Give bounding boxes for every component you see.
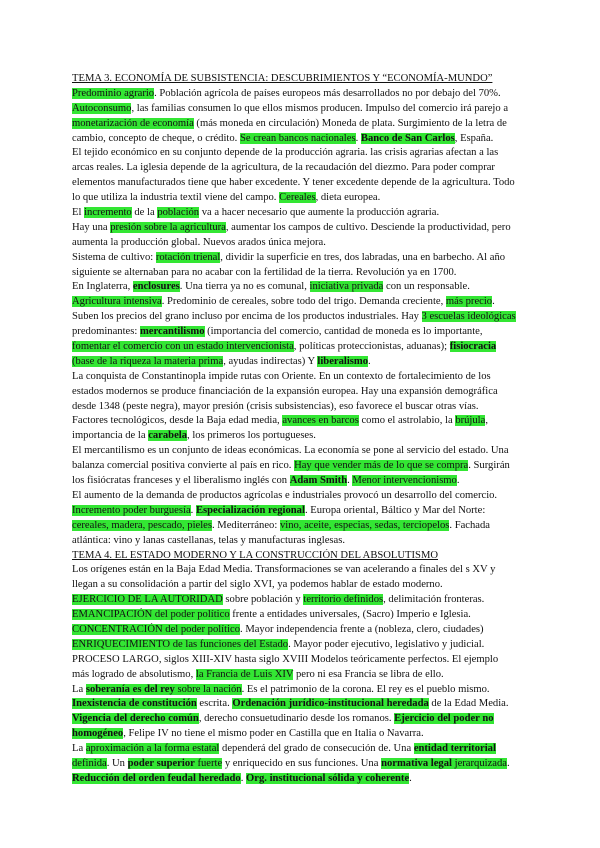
section-tema-4 <box>72 549 532 787</box>
body-text: de la <box>131 207 158 219</box>
text-line <box>72 385 532 400</box>
body-text: con un responsable. <box>383 281 470 293</box>
body-text: de la Edad Media. <box>428 698 509 710</box>
highlighted-text: Adam Smith <box>289 475 348 487</box>
highlighted-text: fuerte <box>194 757 223 769</box>
text-line <box>72 176 532 191</box>
body-text: más logrado de absolutismo, <box>72 668 196 680</box>
body-text: Los orígenes están en la Baja Edad Media. Transformaciones se van acelerando a finales del s XV y <box>72 564 496 576</box>
highlighted-text: Hay que vender más de lo que se compra <box>294 460 469 472</box>
text-line <box>72 236 532 251</box>
body-text: . <box>456 475 460 487</box>
body-text: . Mediterráneo: <box>212 519 280 531</box>
body-text: pero ni esa Francia se libra de ello. <box>293 668 444 680</box>
text-line <box>72 400 532 415</box>
highlighted-text: incremento <box>84 207 132 219</box>
body-text: y enriquecido en sus funciones. Una <box>222 757 382 769</box>
body-text: . <box>368 355 371 367</box>
body-text: , las familias consumen lo que ellos mismos producen. Impulso del comercio irá parejo a <box>131 102 509 114</box>
highlighted-text: fisiocracia <box>449 341 497 353</box>
text-line <box>72 563 532 578</box>
highlighted-text: Se crean bancos nacionales <box>239 132 356 144</box>
body-text: estados modernos se produce financiación de la expansión europea. Hay una expansión demográfica <box>72 385 498 397</box>
text-line <box>72 370 532 385</box>
body-text: . Población agrícola de países europeos más desarrollados no por debajo del 70%. <box>154 87 501 99</box>
text-line <box>72 444 532 459</box>
text-line <box>72 206 532 221</box>
body-text: . Una tierra ya no es comunal, <box>179 281 310 293</box>
body-text: dependerá del grado de consecución de. Una <box>219 743 414 755</box>
text-line <box>72 132 532 147</box>
text-line <box>72 340 532 355</box>
body-text: (más moneda en circulación) Moneda de plata. Surgimiento de la letra de <box>193 117 507 129</box>
body-text: La <box>72 683 86 695</box>
text-line <box>72 117 532 132</box>
body-text: desde 1348 (peste negra), mayor presión (crisis subsistencias), eso favorece el buscar otras vías. <box>72 400 479 412</box>
text-line <box>72 161 532 176</box>
highlighted-text: normativa legal <box>381 757 452 769</box>
body-text: El tejido económico en su conjunto depende de la producción agraria. las crisis agrarias afectan a las <box>72 147 499 159</box>
body-text: siguiente se alternaban para no acabar con la fertilidad de la tierra. Revolución ya en 1700. <box>72 266 457 278</box>
heading-text: TEMA 4. EL ESTADO MODERNO Y LA CONSTRUCCIÓN DEL ABSOLUTISMO <box>72 549 439 561</box>
highlighted-text: poder superior <box>127 757 195 769</box>
text-line <box>72 712 532 727</box>
highlighted-text: monetarización de economía <box>72 117 194 129</box>
text-line <box>72 504 532 519</box>
highlighted-text: entidad territorial <box>413 743 496 755</box>
body-text: PROCESO LARGO, siglos XIII-XIV hasta siglo XVIII Modelos teóricamente perfectos. El ejemplo <box>72 653 499 665</box>
highlighted-text: vino, aceite, especias, sedas, terciopelos <box>279 519 450 531</box>
highlighted-text: definida <box>72 757 107 769</box>
highlighted-text: Agricultura intensiva <box>72 296 162 308</box>
body-text: escrita. <box>196 698 233 710</box>
text-line <box>72 310 532 325</box>
body-text: , derecho consuetudinario desde los romanos. <box>198 713 395 725</box>
text-line <box>72 638 532 653</box>
body-text: . Predominio de cereales, sobre todo del trigo. Demanda creciente, <box>161 296 446 308</box>
text-line <box>72 653 532 668</box>
body-text: llegan a su consolidación a partir del siglo XVI, ya podemos hablar de estado moderno. <box>72 579 443 591</box>
highlighted-text: liberalismo <box>317 355 369 367</box>
highlighted-text: la Francia de Luis XIV <box>195 668 294 680</box>
body-text: , ayudas indirectas) Y <box>223 355 318 367</box>
highlighted-text: rotación trienal <box>155 251 221 263</box>
text-line <box>72 266 532 281</box>
highlighted-text: soberanía es del rey <box>85 683 175 695</box>
body-text: El mercantilismo es un conjunto de ideas económicas. La economía se pone al servicio del estado. Una <box>72 445 509 457</box>
highlighted-text: presión sobre la agricultura <box>110 221 226 233</box>
text-line <box>72 683 532 698</box>
section-heading <box>72 72 532 87</box>
body-text: los fisiócratas franceses y el liberalismo inglés con <box>72 475 290 487</box>
highlighted-text: Predominio agrario <box>72 87 155 99</box>
body-text: , Felipe IV no tiene el mismo poder en Castilla que en Italia o Navarra. <box>123 728 424 740</box>
body-text: . <box>409 772 412 784</box>
highlighted-text: avances en barcos <box>282 415 359 427</box>
highlighted-text: (base de la riqueza la materia prima <box>72 355 224 367</box>
highlighted-text: Cereales <box>279 192 316 204</box>
highlighted-text: ENRIQUECIMIENTO de las funciones del Estado <box>72 638 289 650</box>
highlighted-text: brújula <box>455 415 486 427</box>
body-text: . <box>355 132 361 144</box>
highlighted-text: iniciativa privada <box>309 281 384 293</box>
section-heading <box>72 549 532 564</box>
highlighted-text: Reducción del orden feudal heredado <box>72 772 241 784</box>
body-text: importancia de la <box>72 430 149 442</box>
section-tema-3 <box>72 72 532 549</box>
highlighted-text: mercantilismo <box>139 326 205 338</box>
text-line <box>72 489 532 504</box>
highlighted-text: Ejercicio del poder no <box>394 713 494 725</box>
body-text: . <box>240 772 247 784</box>
text-line <box>72 191 532 206</box>
heading-text: TEMA 3. ECONOMÍA DE SUBSISTENCIA: DESCUBRIMIENTOS Y “ECONOMÍA-MUNDO” <box>72 73 493 84</box>
highlighted-text: fomentar el comercio con un estado intervencionista <box>72 341 294 353</box>
text-line <box>72 742 532 757</box>
text-line <box>72 221 532 236</box>
body-text: . Europa oriental, Báltico y Mar del Norte: <box>304 504 486 516</box>
highlighted-text: carabela <box>148 430 188 442</box>
text-line <box>72 325 532 340</box>
body-text: La conquista de Constantinopla impide rutas con Oriente. En un contexto de fortalecimiento de los <box>72 370 491 382</box>
highlighted-text: EMANCIPACIÓN del poder político <box>72 609 230 621</box>
highlighted-text: enclosures <box>132 281 180 293</box>
body-text: cambio, concepto de cheque, o crédito. <box>72 132 240 144</box>
highlighted-text: cereales, madera, pescado, pieles <box>72 519 212 531</box>
body-text: En Inglaterra, <box>72 281 133 293</box>
body-text: . Un <box>106 757 128 769</box>
text-line <box>72 429 532 444</box>
text-line <box>72 280 532 295</box>
body-text: La <box>72 743 86 755</box>
text-line <box>72 146 532 161</box>
body-text: . <box>506 757 510 769</box>
text-line <box>72 757 532 772</box>
text-line <box>72 534 532 549</box>
body-text: arcas reales. La iglesia depende de la agricultura, de la recaudación del diezmo. Para poder comprar <box>72 162 495 174</box>
text-line <box>72 727 532 742</box>
highlighted-text: población <box>157 207 200 219</box>
body-text: , España. <box>454 132 494 144</box>
body-text: Sistema de cultivo: <box>72 251 156 263</box>
body-text: va a hacer necesario que aumente la producción agraria. <box>199 207 440 219</box>
highlighted-text: sobre la nación <box>174 683 242 695</box>
body-text: como el astrolabio, la <box>358 415 456 427</box>
body-text: predominantes: <box>72 326 140 338</box>
highlighted-text: Inexistencia de constitución <box>72 698 197 710</box>
text-line <box>72 102 532 117</box>
body-text: Factores tecnológicos, desde la Baja edad media, <box>72 415 283 427</box>
highlighted-text: aproximación a la forma estatal <box>85 743 220 755</box>
highlighted-text: Org. institucional sólida y coherente <box>246 772 410 784</box>
body-text: Suben los precios del grano incluso por encima de los productos industriales. Hay <box>72 311 422 323</box>
text-line <box>72 578 532 593</box>
document-page <box>72 72 532 787</box>
text-line <box>72 87 532 102</box>
body-text: . Fachada <box>449 519 490 531</box>
highlighted-text: CONCENTRACIÓN del poder político <box>72 623 241 635</box>
highlighted-text: Autoconsumo <box>72 102 132 114</box>
body-text: , dieta europea. <box>315 192 381 204</box>
highlighted-text: Menor intervencionismo <box>352 475 457 487</box>
text-line <box>72 668 532 683</box>
text-line <box>72 772 532 787</box>
highlighted-text: Especialización regional <box>195 504 305 516</box>
body-text: atlántica: vino y lanas castellanas, telas y manufacturas inglesas. <box>72 534 345 546</box>
highlighted-text: Vigencia del derecho común <box>72 713 199 725</box>
text-line <box>72 355 532 370</box>
body-text: . <box>190 504 196 516</box>
body-text: El <box>72 207 85 219</box>
body-text: , políticas proteccionistas, aduanas); <box>293 341 450 353</box>
body-text: , aumentar los campos de cultivo. Desciende la productividad, pero <box>225 221 511 233</box>
highlighted-text: más precio <box>445 296 493 308</box>
text-line <box>72 519 532 534</box>
highlighted-text: 3 escuelas ideológicas <box>421 311 516 323</box>
text-line <box>72 593 532 608</box>
body-text: , los primeros los portugueses. <box>187 430 316 442</box>
body-text: El aumento de la demanda de productos agrícolas e industriales provocó un desarrollo del comercio. <box>72 489 498 501</box>
text-line <box>72 251 532 266</box>
body-text: , dividir la superficie en tres, dos labradas, una en barbecho. Al año <box>220 251 506 263</box>
highlighted-text: jerarquizada <box>451 757 507 769</box>
body-text: sobre población y <box>222 594 304 606</box>
body-text: aumenta la producción global. Nuevos arados única mejora. <box>72 236 326 248</box>
body-text: elementos manufacturados tiene que haber excedente. Y tener excedente depende de la agricultura. Todo <box>72 177 515 189</box>
text-line <box>72 414 532 429</box>
body-text: lo que utiliza la industria textil viene del campo. <box>72 192 280 204</box>
body-text: . Mayor independencia frente a (nobleza, clero, ciudades) <box>240 623 484 635</box>
body-text: . <box>492 296 495 308</box>
text-line <box>72 623 532 638</box>
body-text: , <box>485 415 488 427</box>
body-text: (importancia del comercio, cantidad de moneda es lo importante, <box>204 326 483 338</box>
highlighted-text: Ordenación jurídico-institucional heredada <box>232 698 429 710</box>
body-text: Hay una <box>72 221 111 233</box>
body-text: . Es el patrimonio de la corona. El rey es el pueblo mismo. <box>241 683 490 695</box>
text-line <box>72 459 532 474</box>
body-text: balanza comercial positiva convierte al país en rico. <box>72 460 295 472</box>
highlighted-text: territorio definidos <box>303 594 384 606</box>
highlighted-text: Banco de San Carlos <box>360 132 455 144</box>
highlighted-text: homogéneo <box>72 728 124 740</box>
highlighted-text: EJERCICIO DE LA AUTORIDAD <box>72 594 223 606</box>
text-line <box>72 697 532 712</box>
body-text: frente a entidades universales, (Sacro) Imperio e Iglesia. <box>229 609 471 621</box>
text-line <box>72 608 532 623</box>
text-line <box>72 474 532 489</box>
body-text: . Surgirán <box>468 460 510 472</box>
body-text: , delimitación fronteras. <box>383 594 485 606</box>
body-text: . <box>347 475 353 487</box>
body-text: . Mayor poder ejecutivo, legislativo y judicial. <box>288 638 485 650</box>
text-line <box>72 295 532 310</box>
highlighted-text: Incremento poder burguesía <box>72 504 191 516</box>
